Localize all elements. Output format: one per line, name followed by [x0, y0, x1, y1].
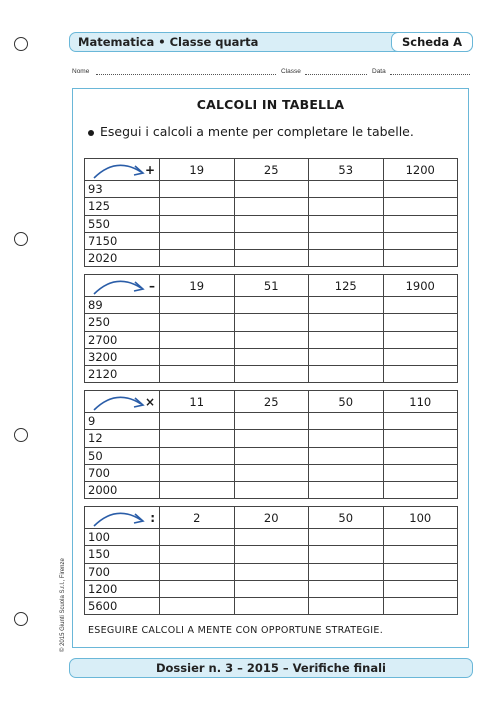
table-row [85, 482, 458, 499]
table-header-row [85, 275, 458, 297]
column-header: 125 [309, 275, 384, 297]
name-label: Nome [72, 68, 90, 75]
row-value: 2020 [85, 250, 160, 267]
column-header: 50 [309, 391, 384, 413]
answer-cell[interactable] [383, 529, 458, 546]
answer-cell[interactable] [383, 366, 458, 383]
row-value: 2000 [85, 482, 160, 499]
answer-cell[interactable] [383, 331, 458, 348]
column-header: 19 [160, 275, 235, 297]
answer-cell[interactable] [383, 232, 458, 249]
answer-cell[interactable] [234, 297, 309, 314]
row-value: 150 [85, 546, 160, 563]
answer-cell[interactable] [160, 430, 235, 447]
table-row [85, 215, 458, 232]
table-row [85, 413, 458, 430]
table-row [85, 447, 458, 464]
answer-cell[interactable] [383, 546, 458, 563]
answer-cell[interactable] [234, 447, 309, 464]
answer-cell[interactable] [309, 366, 384, 383]
answer-cell[interactable] [383, 181, 458, 198]
answer-cell[interactable] [234, 482, 309, 499]
answer-cell[interactable] [383, 413, 458, 430]
footer-title: Dossier n. 3 – 2015 – Verifiche finali [155, 661, 386, 675]
table-row [85, 580, 458, 597]
operator-cell [85, 391, 160, 413]
row-value: 3200 [85, 348, 160, 365]
calc-table-2 [84, 274, 458, 383]
binder-hole-2 [14, 232, 28, 246]
answer-cell[interactable] [160, 447, 235, 464]
table-row [85, 297, 458, 314]
table-header-row [85, 159, 458, 181]
row-value: 550 [85, 215, 160, 232]
curved-arrow-icon [91, 276, 149, 296]
answer-cell[interactable] [309, 447, 384, 464]
table-row [85, 348, 458, 365]
row-value: 9 [85, 413, 160, 430]
answer-cell[interactable] [309, 529, 384, 546]
answer-cell[interactable] [234, 580, 309, 597]
table-header-row [85, 507, 458, 529]
answer-cell[interactable] [309, 232, 384, 249]
answer-cell[interactable] [160, 366, 235, 383]
answer-cell[interactable] [160, 598, 235, 615]
answer-cell[interactable] [309, 580, 384, 597]
answer-cell[interactable] [234, 598, 309, 615]
answer-cell[interactable] [234, 250, 309, 267]
answer-cell[interactable] [383, 348, 458, 365]
answer-cell[interactable] [383, 598, 458, 615]
answer-cell[interactable] [309, 198, 384, 215]
answer-cell[interactable] [160, 198, 235, 215]
operator-symbol: + [144, 163, 155, 177]
curved-arrow-icon [91, 392, 149, 412]
answer-cell[interactable] [309, 413, 384, 430]
column-header: 110 [383, 391, 458, 413]
answer-cell[interactable] [309, 181, 384, 198]
table-row [85, 198, 458, 215]
table-row [85, 314, 458, 331]
operator-cell [85, 159, 160, 181]
answer-cell[interactable] [234, 529, 309, 546]
answer-cell[interactable] [160, 181, 235, 198]
answer-cell[interactable] [309, 297, 384, 314]
answer-cell[interactable] [309, 348, 384, 365]
date-label: Data [372, 68, 386, 75]
curved-arrow-icon [91, 160, 149, 180]
curved-arrow-icon [91, 508, 149, 528]
column-header: 11 [160, 391, 235, 413]
operator-symbol: – [149, 279, 155, 293]
answer-cell[interactable] [234, 314, 309, 331]
answer-cell[interactable] [234, 464, 309, 481]
column-header: 1900 [383, 275, 458, 297]
answer-cell[interactable] [309, 215, 384, 232]
table-row [85, 563, 458, 580]
answer-cell[interactable] [383, 198, 458, 215]
instruction-line [88, 124, 414, 139]
answer-cell[interactable] [234, 198, 309, 215]
subject-title: Matematica • Classe quarta [78, 35, 259, 49]
answer-cell[interactable] [383, 580, 458, 597]
answer-cell[interactable] [160, 215, 235, 232]
answer-cell[interactable] [160, 297, 235, 314]
answer-cell[interactable] [234, 563, 309, 580]
column-header: 100 [383, 507, 458, 529]
calc-table-1 [84, 158, 458, 267]
operator-symbol: : [150, 511, 155, 525]
operator-cell [85, 507, 160, 529]
answer-cell[interactable] [383, 250, 458, 267]
answer-cell[interactable] [160, 580, 235, 597]
answer-cell[interactable] [160, 546, 235, 563]
table-row [85, 331, 458, 348]
answer-cell[interactable] [234, 413, 309, 430]
table-row [85, 232, 458, 249]
answer-cell[interactable] [383, 482, 458, 499]
answer-cell[interactable] [160, 348, 235, 365]
column-header: 51 [234, 275, 309, 297]
row-value: 5600 [85, 598, 160, 615]
scheda-label: Scheda A [402, 35, 462, 49]
answer-cell[interactable] [309, 546, 384, 563]
answer-cell[interactable] [160, 482, 235, 499]
worksheet-title: CALCOLI IN TABELLA [196, 97, 345, 112]
table-header-row [85, 391, 458, 413]
binder-hole-4 [14, 612, 28, 626]
answer-cell[interactable] [309, 314, 384, 331]
answer-cell[interactable] [160, 529, 235, 546]
binder-hole-1 [14, 37, 28, 51]
table-row [85, 598, 458, 615]
row-value: 2700 [85, 331, 160, 348]
header-banner [69, 32, 473, 52]
answer-cell[interactable] [383, 314, 458, 331]
answer-cell[interactable] [309, 563, 384, 580]
answer-cell[interactable] [160, 250, 235, 267]
answer-cell[interactable] [309, 598, 384, 615]
footer-banner [69, 658, 473, 678]
column-header: 50 [309, 507, 384, 529]
student-fields [72, 68, 472, 78]
objective-note: ESEGUIRE CALCOLI A MENTE CON OPPORTUNE STRATEGIE. [88, 625, 384, 636]
answer-cell[interactable] [309, 250, 384, 267]
answer-cell[interactable] [234, 331, 309, 348]
instruction-text: Esegui i calcoli a mente per completare le tabelle. [100, 124, 414, 139]
column-header: 20 [234, 507, 309, 529]
table-row [85, 529, 458, 546]
answer-cell[interactable] [234, 366, 309, 383]
answer-cell[interactable] [234, 215, 309, 232]
answer-cell[interactable] [383, 430, 458, 447]
row-value: 700 [85, 464, 160, 481]
scheda-badge [391, 32, 473, 52]
table-row [85, 181, 458, 198]
table-row [85, 366, 458, 383]
answer-cell[interactable] [309, 464, 384, 481]
answer-cell[interactable] [234, 546, 309, 563]
answer-cell[interactable] [234, 181, 309, 198]
answer-cell[interactable] [160, 232, 235, 249]
column-header: 19 [160, 159, 235, 181]
row-value: 50 [85, 447, 160, 464]
column-header: 1200 [383, 159, 458, 181]
answer-cell[interactable] [160, 563, 235, 580]
table-row [85, 546, 458, 563]
class-label: Classe [281, 68, 301, 75]
row-value: 250 [85, 314, 160, 331]
row-value: 12 [85, 430, 160, 447]
row-value: 700 [85, 563, 160, 580]
copyright-note: © 2015 Giunti Scuola S.r.l., Firenze [60, 558, 66, 652]
row-value: 89 [85, 297, 160, 314]
answer-cell[interactable] [160, 314, 235, 331]
row-value: 2120 [85, 366, 160, 383]
answer-cell[interactable] [383, 464, 458, 481]
date-field[interactable] [390, 74, 470, 75]
column-header: 53 [309, 159, 384, 181]
table-row [85, 250, 458, 267]
answer-cell[interactable] [160, 413, 235, 430]
answer-cell[interactable] [234, 348, 309, 365]
answer-cell[interactable] [383, 215, 458, 232]
column-header: 2 [160, 507, 235, 529]
answer-cell[interactable] [160, 331, 235, 348]
row-value: 1200 [85, 580, 160, 597]
operator-cell [85, 275, 160, 297]
table-row [85, 430, 458, 447]
name-field[interactable] [96, 74, 276, 75]
row-value: 7150 [85, 232, 160, 249]
answer-cell[interactable] [309, 331, 384, 348]
answer-cell[interactable] [234, 232, 309, 249]
class-field[interactable] [305, 74, 367, 75]
row-value: 93 [85, 181, 160, 198]
operator-symbol: × [144, 395, 155, 409]
column-header: 25 [234, 391, 309, 413]
row-value: 100 [85, 529, 160, 546]
calc-table-3 [84, 390, 458, 499]
binder-hole-3 [14, 428, 28, 442]
answer-cell[interactable] [234, 430, 309, 447]
answer-cell[interactable] [383, 447, 458, 464]
calc-table-4 [84, 506, 458, 615]
row-value: 125 [85, 198, 160, 215]
answer-cell[interactable] [383, 563, 458, 580]
answer-cell[interactable] [160, 464, 235, 481]
answer-cell[interactable] [309, 482, 384, 499]
bullet-icon [88, 130, 94, 136]
answer-cell[interactable] [309, 430, 384, 447]
column-header: 25 [234, 159, 309, 181]
table-row [85, 464, 458, 481]
answer-cell[interactable] [383, 297, 458, 314]
